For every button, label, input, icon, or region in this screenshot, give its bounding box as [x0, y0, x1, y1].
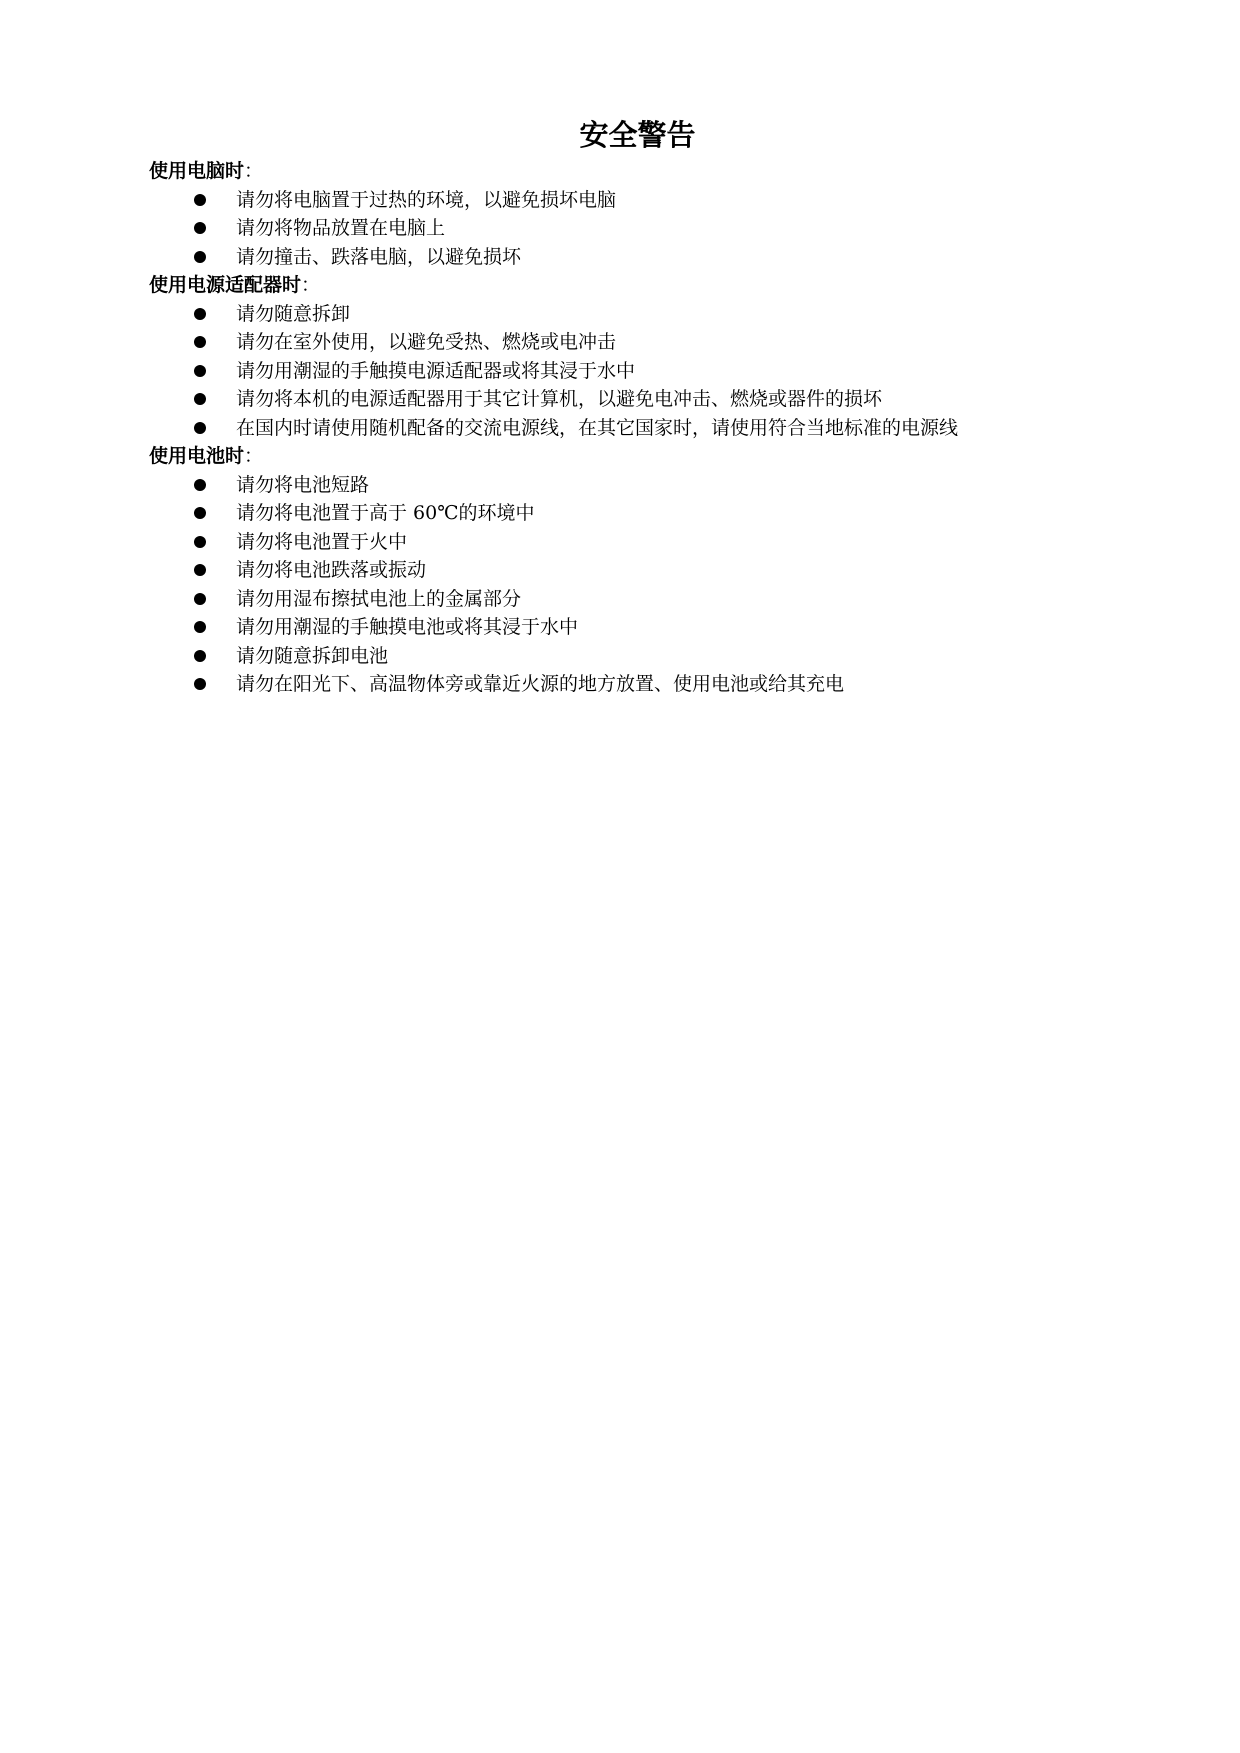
list-item	[149, 670, 1189, 699]
warning-list	[149, 186, 1189, 272]
list-item	[149, 385, 1189, 414]
list-item	[149, 642, 1189, 671]
list-item	[149, 585, 1189, 614]
list-item-text: 请勿用潮湿的手触摸电源适配器或将其浸于水中	[236, 359, 636, 382]
section-heading	[149, 157, 1189, 186]
section-heading-text: 使用电脑时	[149, 160, 245, 182]
page-title: 安全警告	[579, 118, 696, 152]
bullet-icon	[194, 393, 206, 405]
list-item	[149, 556, 1189, 585]
list-item-text: 请勿将电池置于高于 60℃的环境中	[236, 502, 535, 524]
section-heading-text: 使用电池时	[149, 445, 245, 467]
section-computer	[149, 157, 1189, 271]
list-item-text: 请勿将电脑置于过热的环境，以避免损坏电脑	[236, 188, 617, 211]
list-item-text: 请勿在阳光下、高温物体旁或靠近火源的地方放置、使用电池或给其充电	[236, 673, 845, 695]
bullet-icon	[194, 564, 206, 576]
list-item-text: 请勿随意拆卸	[236, 302, 351, 325]
warning-list	[149, 471, 1189, 699]
list-item	[149, 214, 1189, 243]
section-heading-colon: ：	[301, 274, 321, 296]
list-item-text: 请勿将电池置于火中	[236, 530, 408, 553]
bullet-icon	[194, 222, 206, 234]
bullet-icon	[194, 678, 206, 690]
list-item	[149, 328, 1189, 357]
bullet-icon	[194, 336, 206, 348]
warning-content	[149, 157, 1189, 699]
section-heading	[149, 271, 1189, 300]
list-item-text: 请勿将电池跌落或振动	[236, 559, 427, 581]
list-item	[149, 243, 1189, 272]
list-item	[149, 613, 1189, 642]
list-item-text: 在国内时请使用随机配备的交流电源线，在其它国家时，请使用符合当地标准的电源线	[236, 416, 959, 439]
bullet-icon	[194, 536, 206, 548]
bullet-icon	[194, 650, 206, 662]
list-item-text: 请勿用潮湿的手触摸电池或将其浸于水中	[236, 616, 579, 638]
warning-list	[149, 300, 1189, 443]
list-item-text: 请勿用湿布擦拭电池上的金属部分	[236, 587, 522, 610]
section-battery	[149, 442, 1189, 699]
section-heading-colon: ：	[244, 160, 264, 182]
list-item-text: 请勿在室外使用，以避免受热、燃烧或电冲击	[236, 331, 617, 353]
list-item	[149, 528, 1189, 557]
list-item-text: 请勿撞击、跌落电脑，以避免损坏	[236, 245, 522, 268]
list-item	[149, 300, 1189, 329]
list-item	[149, 414, 1189, 443]
bullet-icon	[194, 251, 206, 263]
list-item	[149, 471, 1189, 500]
list-item	[149, 499, 1189, 528]
list-item-text: 请勿将物品放置在电脑上	[236, 217, 446, 239]
bullet-icon	[194, 507, 206, 519]
bullet-icon	[194, 479, 206, 491]
list-item-text: 请勿随意拆卸电池	[236, 644, 389, 667]
list-item	[149, 357, 1189, 386]
bullet-icon	[194, 365, 206, 377]
bullet-icon	[194, 194, 206, 206]
bullet-icon	[194, 593, 206, 605]
bullet-icon	[194, 621, 206, 633]
bullet-icon	[194, 308, 206, 320]
section-power-adapter	[149, 271, 1189, 442]
bullet-icon	[194, 422, 206, 434]
section-heading-colon: ：	[244, 445, 264, 467]
list-item-text: 请勿将电池短路	[236, 473, 370, 496]
section-heading	[149, 442, 1189, 471]
section-heading-text: 使用电源适配器时	[149, 274, 302, 296]
list-item	[149, 186, 1189, 215]
list-item-text: 请勿将本机的电源适配器用于其它计算机，以避免电冲击、燃烧或器件的损坏	[236, 388, 883, 410]
